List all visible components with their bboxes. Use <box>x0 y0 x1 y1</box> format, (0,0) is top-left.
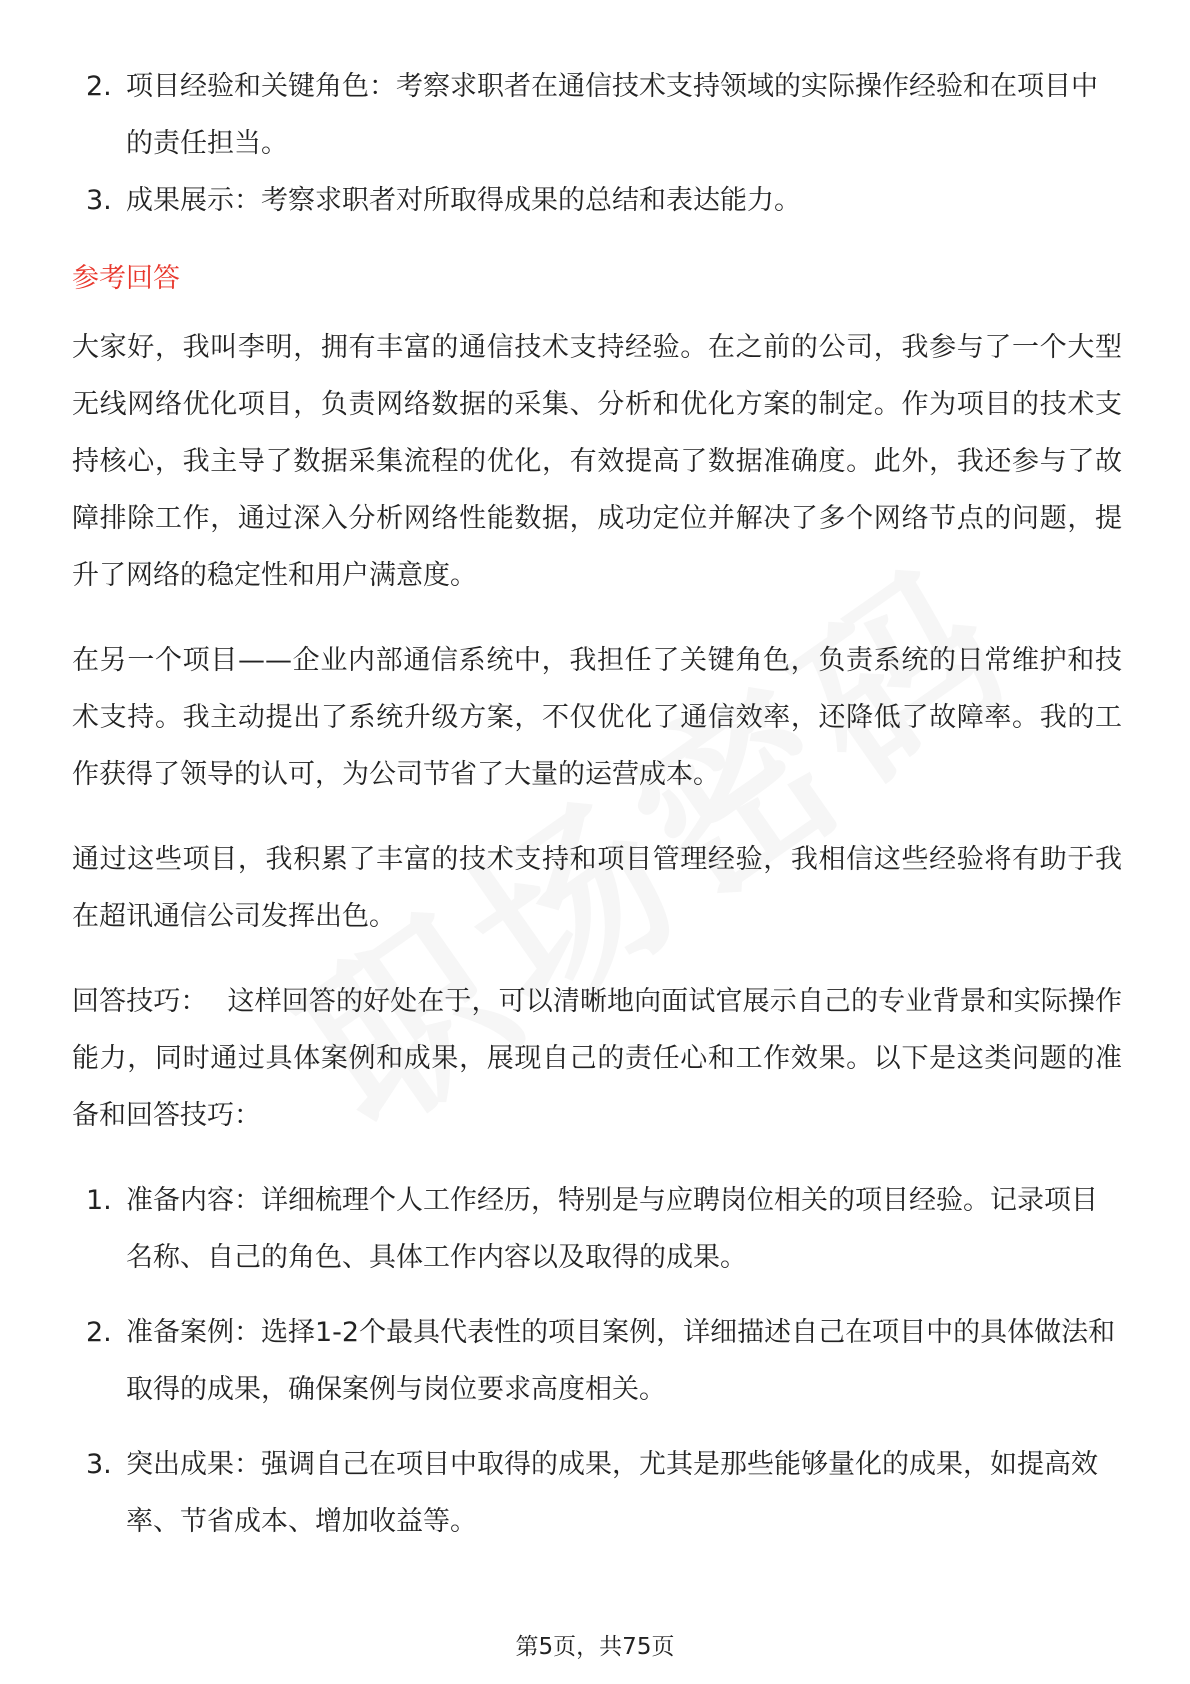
list-item <box>72 1304 1122 1418</box>
list-number: 2. <box>86 71 112 102</box>
list-item <box>72 1436 1122 1550</box>
tips-paragraph <box>72 973 1122 1144</box>
answer-paragraph-2: 在另一个项目——企业内部通信系统中，我担任了关键角色，负责系统的日常维护和技术支持。我主动提出了系统升级方案，不仅优化了通信效率，还降低了故障率。我的工作获得了领导的认可，为公司节省了大量的运营成本。 <box>72 645 1122 790</box>
answer-heading: 参考回答 <box>72 263 180 294</box>
list-text: 突出成果：强调自己在项目中取得的成果，尤其是那些能够量化的成果，如提高效率、节省成本、增加收益等。 <box>126 1449 1098 1537</box>
tips-label: 回答技巧： <box>72 986 208 1017</box>
list-text: 准备内容：详细梳理个人工作经历，特别是与应聘岗位相关的项目经验。记录项目名称、自己的角色、具体工作内容以及取得的成果。 <box>126 1185 1098 1273</box>
list-item <box>72 172 1122 229</box>
list-text: 项目经验和关键角色：考察求职者在通信技术支持领域的实际操作经验和在项目中的责任担当。 <box>126 71 1098 159</box>
list-number: 2. <box>86 1317 112 1348</box>
answer-paragraph-1: 大家好，我叫李明，拥有丰富的通信技术支持经验。在之前的公司，我参与了一个大型无线网络优化项目，负责网络数据的采集、分析和优化方案的制定。作为项目的技术支持核心，我主导了数据采集流程的优化，有效提高了数据准确度。此外，我还参与了故障排除工作，通过深入分析网络性能数据，成功定位并解决了多个网络节点的问题，提升了网络的稳定性和用户满意度。 <box>72 332 1122 591</box>
criteria-list <box>72 58 1122 229</box>
list-text: 成果展示：考察求职者对所取得成果的总结和表达能力。 <box>126 185 801 216</box>
list-item <box>72 1172 1122 1286</box>
page-footer: 第5页，共75页 <box>515 1634 675 1660</box>
list-number: 3. <box>86 185 112 216</box>
list-item <box>72 58 1122 172</box>
tips-text: 这样回答的好处在于，可以清晰地向面试官展示自己的专业背景和实际操作能力，同时通过具体案例和成果，展现自己的责任心和工作效果。以下是这类问题的准备和回答技巧： <box>72 986 1123 1131</box>
document-page <box>72 58 1122 1568</box>
answer-paragraph-3: 通过这些项目，我积累了丰富的技术支持和项目管理经验，我相信这些经验将有助于我在超讯通信公司发挥出色。 <box>72 844 1122 932</box>
list-text: 准备案例：选择1-2个最具代表性的项目案例，详细描述自己在项目中的具体做法和取得的成果，确保案例与岗位要求高度相关。 <box>126 1317 1116 1405</box>
tips-list <box>72 1172 1122 1550</box>
list-number: 3. <box>86 1449 112 1480</box>
list-number: 1. <box>86 1185 112 1216</box>
